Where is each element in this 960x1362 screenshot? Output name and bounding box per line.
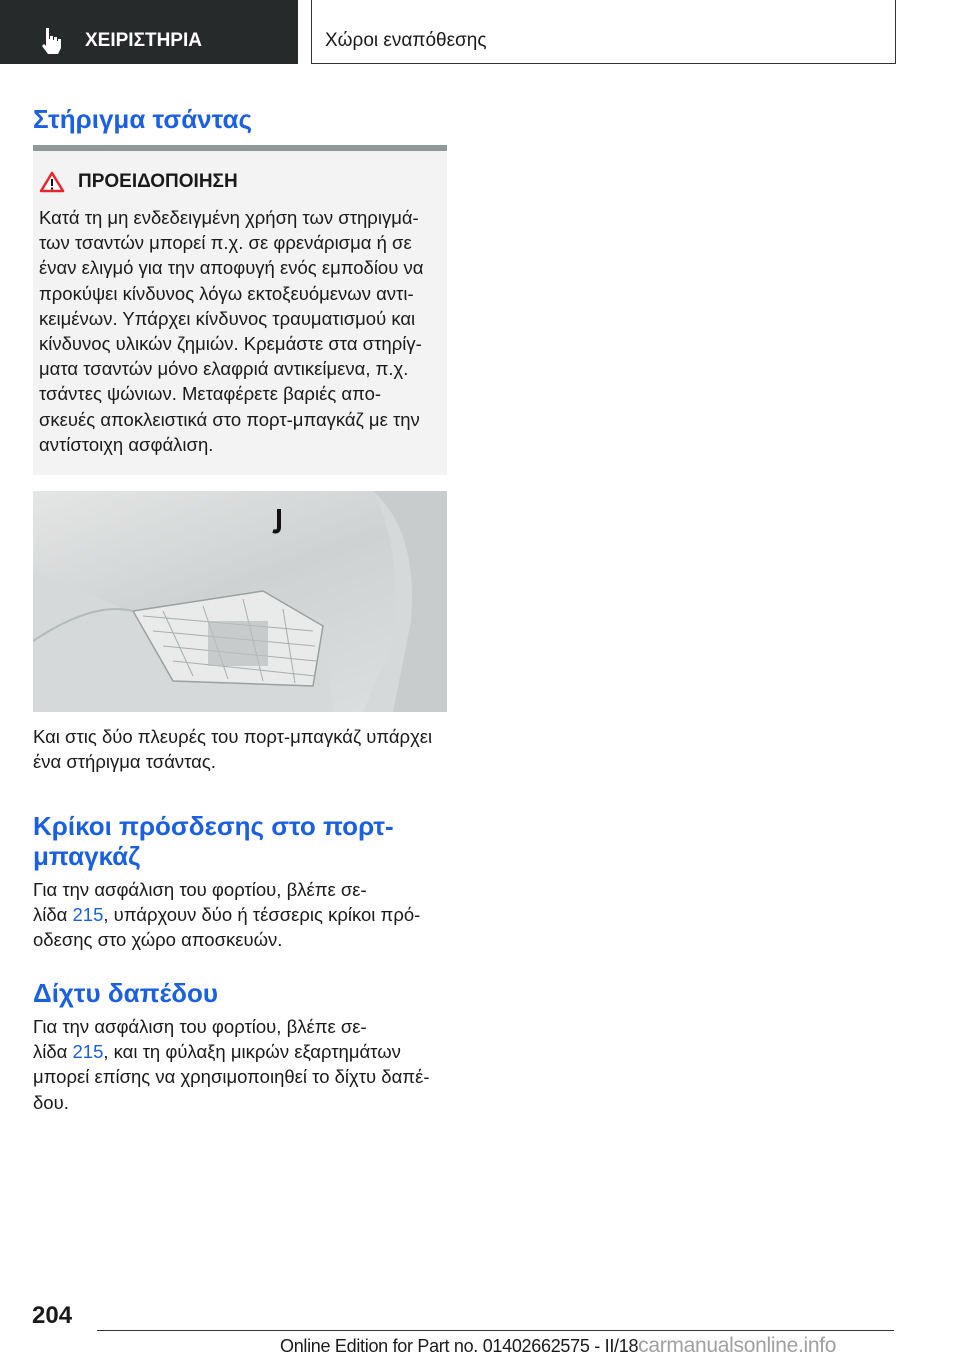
- warning-icon: [39, 171, 65, 193]
- text-line: Για την ασφάλιση του φορτίου, βλέπε σε-: [33, 1016, 367, 1037]
- trunk-bag-hook-photo: [33, 491, 447, 712]
- text-fragment: λίδα: [33, 1041, 73, 1063]
- text-line: κίνδυνος υλικών ζημιών. Κρεμάστε στα στηρίγ-: [39, 333, 422, 355]
- section-label: ΧΕΙΡΙΣΤΗΡΙΑ: [85, 30, 202, 51]
- text-line: [33, 1039, 429, 1064]
- text-line: αντίστοιχη ασφάλιση.: [39, 433, 214, 455]
- text-line: Για την ασφάλιση του φορτίου, βλέπε σε-: [33, 879, 367, 900]
- text-line: έναν ελιγμό για την αποφυγή ενός εμποδίου να: [39, 257, 424, 279]
- text-line: μπορεί επίσης να χρησιμοποιηθεί το δίχτυ δαπέ-: [33, 1066, 430, 1088]
- text-line: τσάντες ψώνιων. Μεταφέρετε βαριές απο-: [39, 383, 382, 405]
- text-line: προκύψει κίνδυνος λόγω εκτοξευόμενων αντι-: [39, 282, 414, 304]
- text-line: ματα τσαντών μόνο ελαφριά αντικείμενα, π.χ.: [39, 358, 409, 380]
- hand-pointer-icon: [40, 27, 64, 55]
- text-fragment: λίδα: [33, 904, 73, 926]
- text-line: ένα στήριγμα τσάντας.: [33, 751, 216, 773]
- chapter-tab: [311, 0, 896, 64]
- heading-line: Κρίκοι πρόσδεσης στο πορτ-: [33, 811, 394, 841]
- watermark: carmanualsonline.info: [638, 1334, 837, 1357]
- warning-title: ΠΡΟΕΙΔΟΠΟΙΗΣΗ: [78, 171, 238, 192]
- page-link-215[interactable]: 215: [72, 1041, 104, 1063]
- text-line: Κατά τη μη ενδεδειγμένη χρήση των στηριγμά-: [39, 207, 419, 228]
- page-number: 204: [32, 1302, 73, 1329]
- edition-text: Online Edition for Part no. 01402662575 - II/18: [280, 1336, 639, 1356]
- text-line: σκευές αποκλειστικά στο πορτ-μπαγκάζ με την: [39, 408, 420, 430]
- warning-box: [33, 145, 447, 475]
- text-line: δου.: [33, 1091, 69, 1113]
- text-line: Και στις δύο πλευρές του πορτ-μπαγκάζ υπάρχει: [33, 726, 433, 747]
- heading-bag-hook: Στήριγμα τσάντας: [33, 104, 253, 134]
- text-line: οδεσης στο χώρο αποσκευών.: [33, 929, 283, 951]
- bag-hook-description: [33, 724, 432, 774]
- text-line: κειμένων. Υπάρχει κίνδυνος τραυματισμού και: [39, 307, 416, 329]
- text-fragment: , υπάρχουν δύο ή τέσσερις κρίκοι πρό-: [103, 904, 421, 926]
- heading-line: μπαγκάζ: [33, 841, 141, 871]
- section-tab: [0, 0, 298, 64]
- heading-tie-down-rings: [33, 811, 394, 871]
- text-fragment: , και τη φύλαξη μικρών εξαρτημάτων: [103, 1041, 401, 1063]
- footer-divider: [97, 1330, 894, 1331]
- footer-edition: [280, 1334, 836, 1358]
- warning-text: [39, 205, 423, 457]
- heading-floor-net: Δίχτυ δαπέδου: [33, 978, 219, 1008]
- chapter-label: Χώροι εναπόθεσης: [325, 30, 487, 51]
- tie-down-rings-text: [33, 877, 420, 953]
- text-line: των τσαντών μπορεί π.χ. σε φρενάρισμα ή σε: [39, 232, 412, 254]
- text-line: [33, 902, 420, 927]
- page-link-215[interactable]: 215: [72, 904, 104, 926]
- floor-net-text: [33, 1014, 429, 1115]
